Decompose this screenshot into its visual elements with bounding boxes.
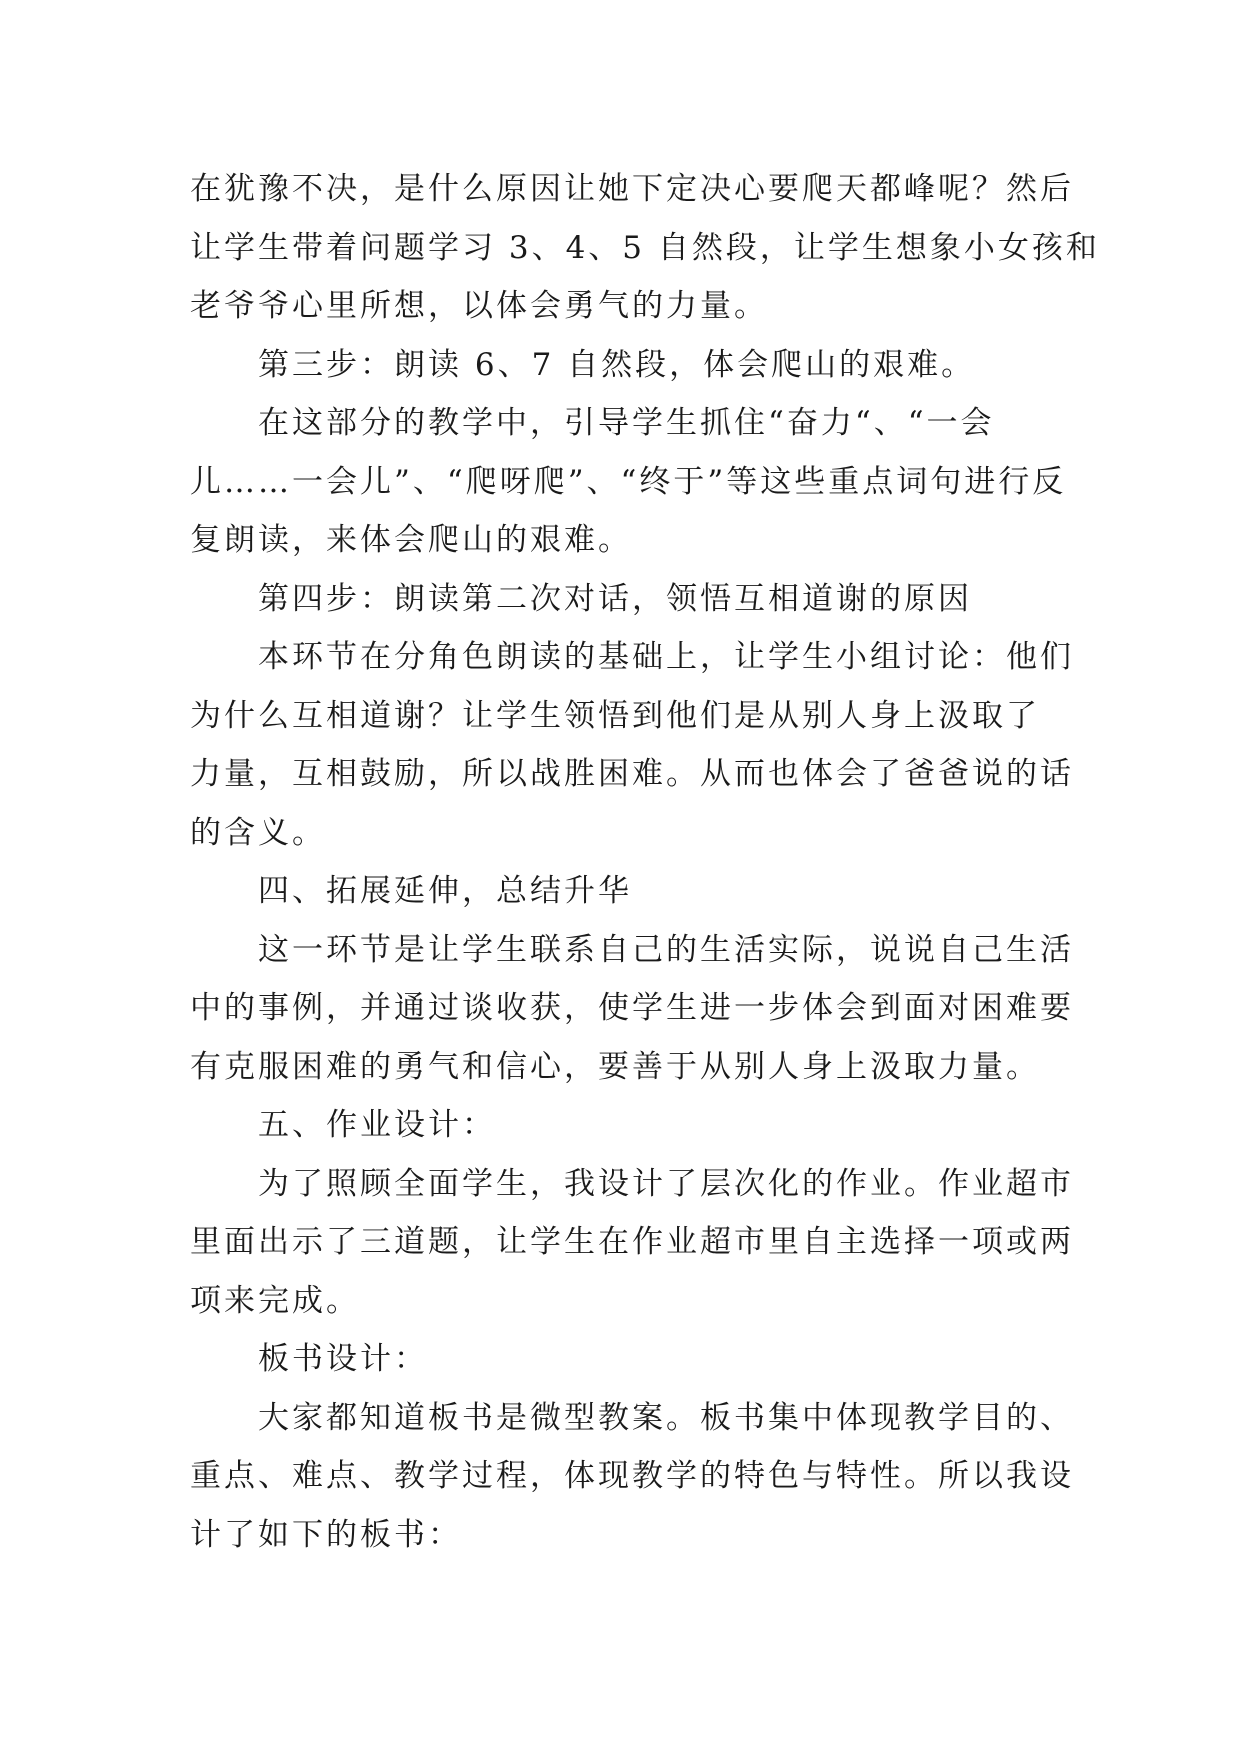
step-four-heading: 第四步：朗读第二次对话，领悟互相道谢的原因: [258, 580, 972, 617]
text-line: 这一环节是让学生联系自己的生活实际，说说自己生活: [258, 931, 1074, 968]
text-line: 为了照顾全面学生，我设计了层次化的作业。作业超市: [258, 1165, 1074, 1202]
text-line: 儿……一会儿”、“爬呀爬”、“终于”等这些重点词句进行反: [190, 463, 1067, 500]
text-line: 有克服困难的勇气和信心，要善于从别人身上汲取力量。: [190, 1048, 1040, 1085]
text-line: 的含义。: [190, 814, 326, 851]
text-line: 在这部分的教学中，引导学生抓住“奋力“、“一会: [258, 405, 995, 441]
document-body: [190, 160, 1100, 1564]
text-line: 里面出示了三道题，让学生在作业超市里自主选择一项或两: [190, 1224, 1074, 1260]
step-three-heading: 第三步：朗读 6、7 自然段，体会爬山的艰难。: [258, 346, 976, 383]
text-line: 重点、难点、教学过程，体现教学的特色与特性。所以我设: [190, 1458, 1074, 1494]
text-line: 计了如下的板书：: [190, 1516, 462, 1553]
text-line: 让学生带着问题学习 3、4、5 自然段，让学生想象小女孩和: [190, 229, 1100, 266]
text-line: 项来完成。: [190, 1282, 360, 1319]
text-line: 为什么互相道谢？让学生领悟到他们是从别人身上汲取了: [190, 697, 1040, 734]
text-line: 老爷爷心里所想，以体会勇气的力量。: [190, 288, 768, 324]
text-line: 复朗读，来体会爬山的艰难。: [190, 522, 632, 558]
text-line: 大家都知道板书是微型教案。板书集中体现教学目的、: [258, 1399, 1074, 1436]
section-four-heading: 四、拓展延伸，总结升华: [258, 873, 632, 909]
text-line: 本环节在分角色朗读的基础上，让学生小组讨论：他们: [258, 639, 1074, 675]
text-line: 中的事例，并通过谈收获，使学生进一步体会到面对困难要: [190, 990, 1074, 1026]
board-design-heading: 板书设计：: [258, 1341, 428, 1377]
text-line: 力量，互相鼓励，所以战胜困难。从而也体会了爸爸说的话: [190, 756, 1074, 792]
section-five-heading: 五、作业设计：: [258, 1107, 496, 1143]
text-line: 在犹豫不决，是什么原因让她下定决心要爬天都峰呢？然后: [190, 171, 1074, 207]
